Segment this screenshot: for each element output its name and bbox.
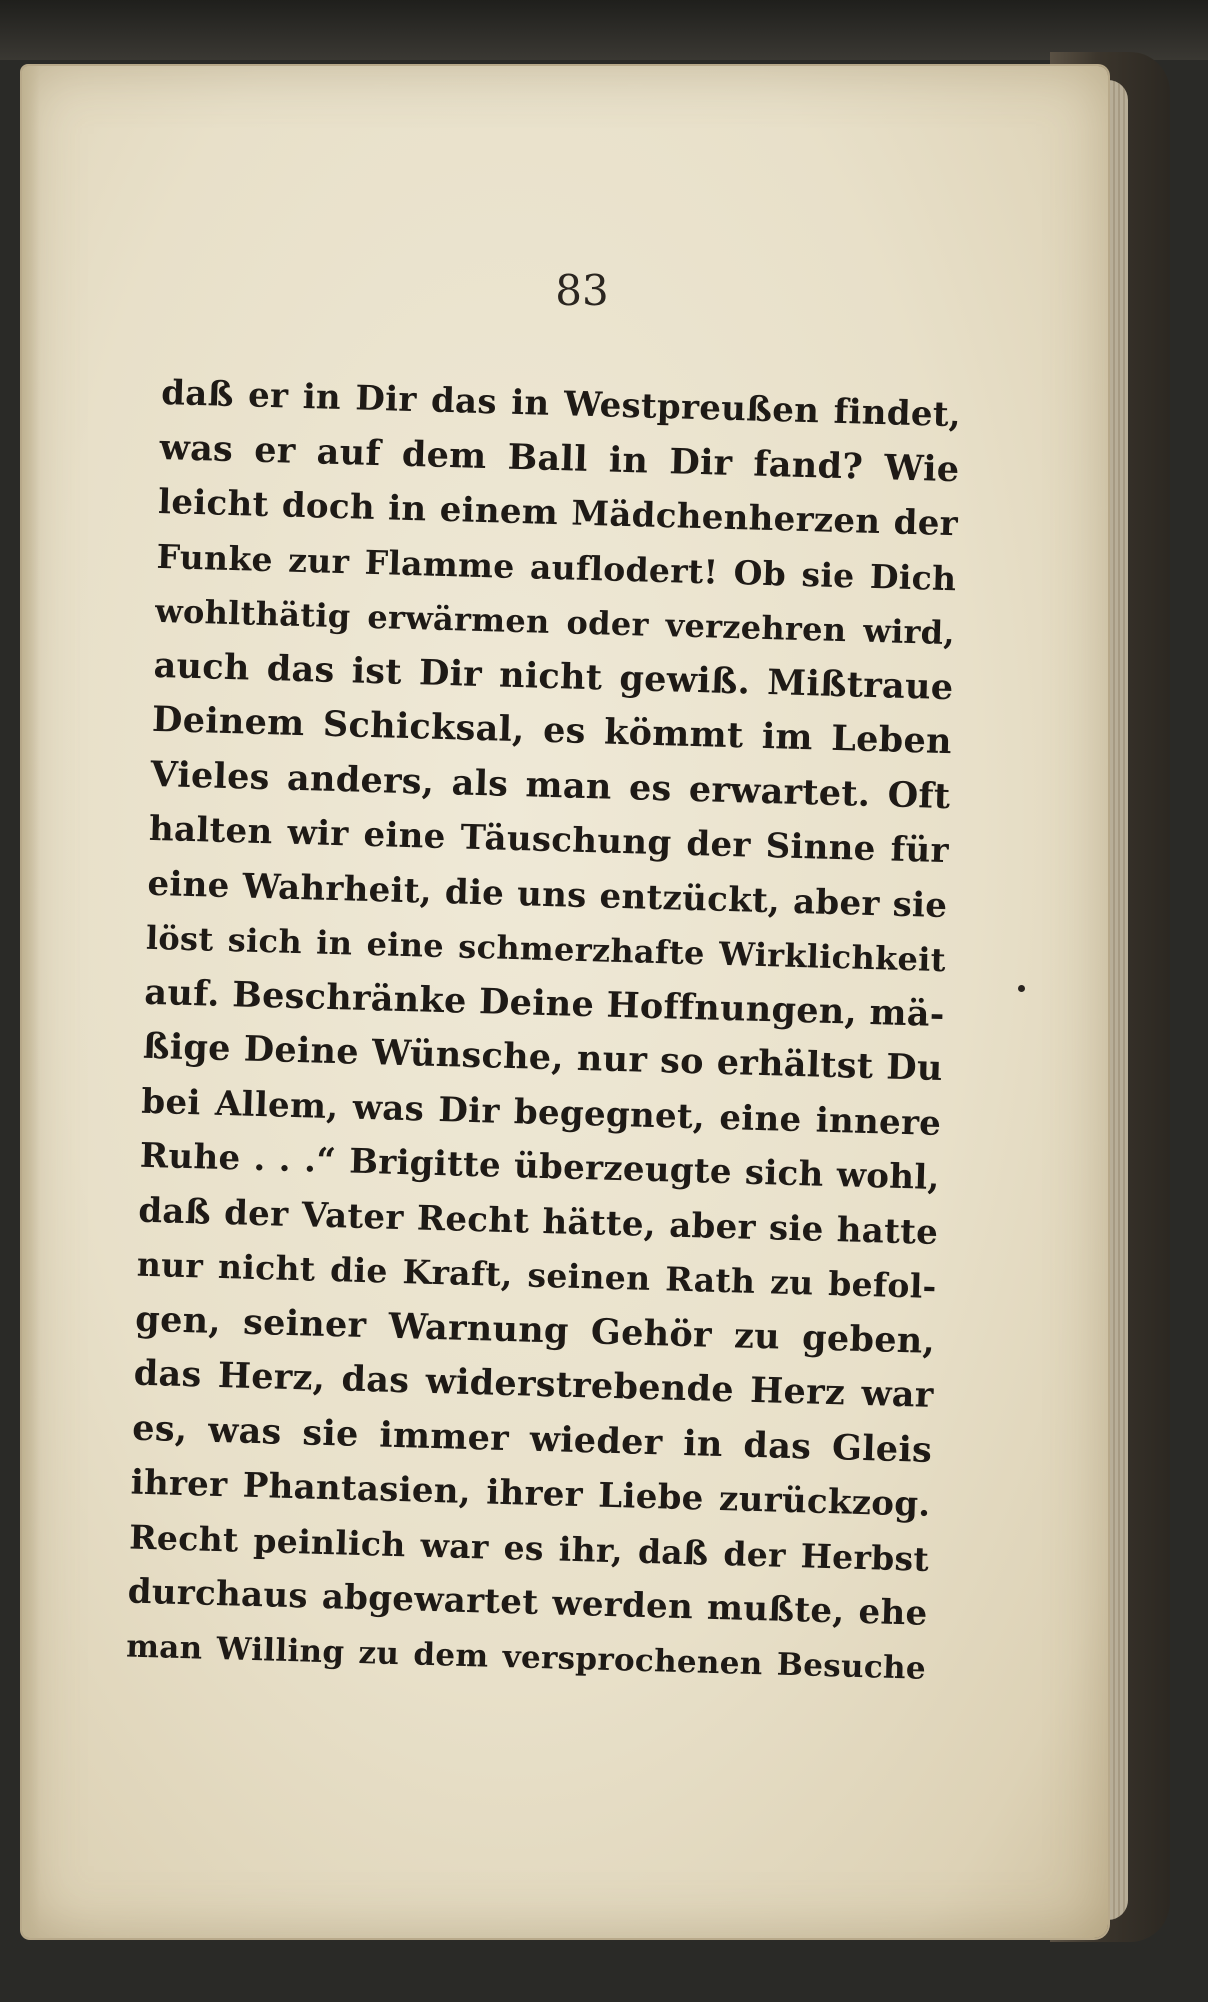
text-line: gen, seiner Warnung Gehör zu geben,	[134, 1298, 936, 1362]
text-line: man Willing zu dem versprochenen Besuche	[125, 1628, 927, 1687]
text-line: wohlthätig erwärmen oder verzehren wird,	[154, 591, 956, 653]
text-line: löst sich in eine schmerzhafte Wirklichkeit	[145, 918, 947, 980]
text-line: Recht peinlich war es ihr, daß der Herbst	[128, 1517, 930, 1579]
text-line: Ruhe . . .“ Brigitte überzeugte sich wohl,	[139, 1135, 941, 1199]
text-line: bei Allem, was Dir begegnet, eine innere	[140, 1081, 942, 1144]
text-line: nur nicht die Kraft, seinen Rath zu befol-	[136, 1244, 938, 1306]
text-line: eine Wahrheit, die uns entzückt, aber sie	[146, 863, 948, 926]
text-line: leicht doch in einem Mädchenherzen der	[157, 481, 959, 545]
page-gutter	[22, 66, 40, 1938]
text-line: Funke zur Flamme auflodert! Ob sie Dich	[156, 536, 957, 598]
text-line: es, was sie immer wieder in das Gleis	[131, 1407, 933, 1471]
text-line: halten wir eine Täuschung der Sinne für	[148, 808, 950, 872]
backdrop	[0, 0, 1208, 60]
page-number: 83	[555, 266, 609, 315]
body-text	[125, 366, 961, 1696]
text-line: daß er in Dir das in Westpreußen findet,	[160, 372, 962, 436]
text-line: was er auf dem Ball in Dir fand? Wie	[159, 426, 960, 490]
text-line: auf. Beschränke Deine Hoffnungen, mä-	[143, 971, 946, 1035]
book-page	[22, 66, 1108, 1938]
text-line: durchaus abgewartet werden mußte, ehe	[127, 1571, 929, 1634]
text-line: ihrer Phantasien, ihrer Liebe zurückzog.	[130, 1462, 932, 1525]
text-line: ßige Deine Wünsche, nur so erhältst Du	[142, 1025, 944, 1090]
text-line: daß der Vater Recht hätte, aber sie hatte	[137, 1190, 939, 1253]
text-line: das Herz, das widerstrebende Herz war	[133, 1352, 935, 1416]
text-line: auch das ist Dir nicht gewiß. Mißtraue	[153, 644, 954, 708]
text-line: Vieles anders, als man es erwartet. Oft	[150, 753, 951, 817]
ink-speck	[1018, 985, 1025, 992]
text-line: Deinem Schicksal, es kömmt im Leben	[151, 698, 953, 763]
